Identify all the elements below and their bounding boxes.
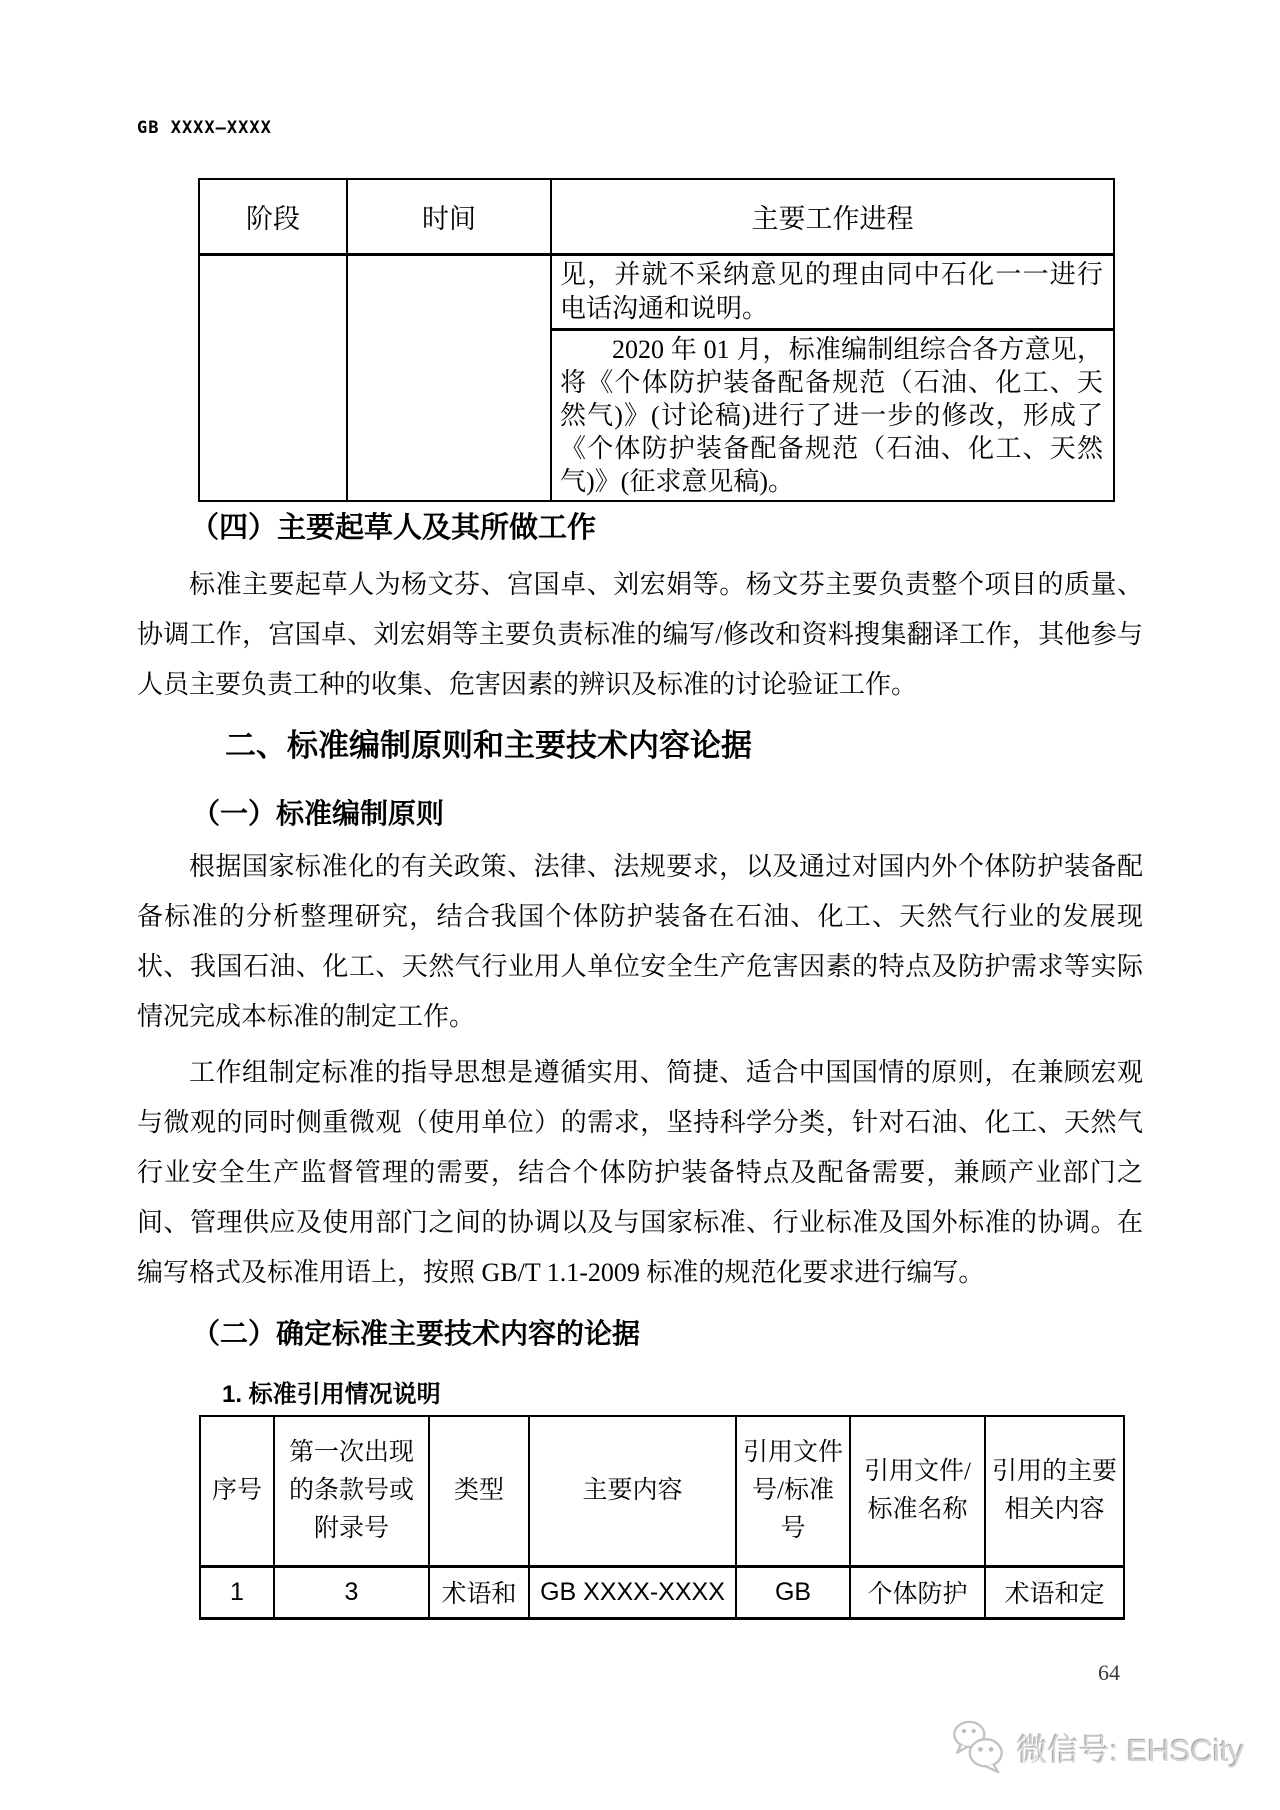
- watermark: [949, 1718, 1244, 1776]
- doc-code-header: GB XXXX—XXXX: [137, 118, 272, 138]
- header-cell-docno: 引用文件号/标准号: [736, 1416, 850, 1566]
- cell-content: GB XXXX-XXXX: [529, 1566, 736, 1618]
- cell-type: 术语和: [429, 1566, 529, 1618]
- paragraph-principles-1: 根据国家标准化的有关政策、法律、法规要求，以及通过对国内外个体防护装备配备标准的分析整理研究，结合我国个体防护装备在石油、化工、天然气行业的发展现状、我国石油、化工、天然气行业用人单位安全生产危害因素的特点及防护需求等实际情况完成本标准的制定工作。: [137, 852, 1143, 1031]
- cell-docname: 个体防护: [850, 1566, 985, 1618]
- table-row: [199, 254, 1114, 329]
- wechat-icon: [949, 1718, 1007, 1776]
- page-number: 64: [1098, 1660, 1120, 1685]
- heading-part-two: 二、标准编制原则和主要技术内容论据: [225, 728, 752, 763]
- watermark-text: 微信号: EHSCity: [1016, 1732, 1244, 1768]
- header-cell-type: 类型: [429, 1416, 529, 1566]
- heading-citation-note: 1. 标准引用情况说明: [222, 1381, 441, 1408]
- paragraph-drafters: 标准主要起草人为杨文芬、宫国卓、刘宏娟等。杨文芬主要负责整个项目的质量、协调工作，宫国卓、刘宏娟等主要负责标准的编写/修改和资料搜集翻译工作，其他参与人员主要负责工种的收集、危害因素的辨识及标准的讨论验证工作。: [137, 570, 1143, 699]
- header-cell-stage: 阶段: [199, 179, 347, 254]
- header-cell-seq: 序号: [200, 1416, 274, 1566]
- header-cell-docname: 引用文件/标准名称: [850, 1416, 985, 1566]
- header-cell-clause: 第一次出现的条款号或附录号: [274, 1416, 429, 1566]
- header-cell-progress: 主要工作进程: [551, 179, 1114, 254]
- time-cell: [347, 254, 551, 501]
- heading-section-two: （二）确定标准主要技术内容的论据: [192, 1318, 641, 1349]
- standard-citation-table: [199, 1415, 1125, 1620]
- header-cell-related: 引用的主要相关内容: [985, 1416, 1124, 1566]
- stage-cell: [199, 254, 347, 501]
- table-row: [200, 1566, 1124, 1618]
- heading-section-one: （一）标准编制原则: [192, 798, 445, 829]
- header-cell-time: 时间: [347, 179, 551, 254]
- cell-clause: 3: [274, 1566, 429, 1618]
- progress-cell-1: 见，并就不采纳意见的理由同中石化一一进行电话沟通和说明。: [551, 254, 1114, 329]
- paragraph-principles-2: 工作组制定标准的指导思想是遵循实用、简捷、适合中国国情的原则，在兼顾宏观与微观的同时侧重微观（使用单位）的需求，坚持科学分类，针对石油、化工、天然气行业安全生产监督管理的需要，结合个体防护装备特点及配备需要，兼顾产业部门之间、管理供应及使用部门之间的协调以及与国家标准、行业标准及国外标准的协调。在编写格式及标准用语上，按照 GB/T 1.1-2009 标准的规范化要求进行编写。: [137, 1058, 1143, 1287]
- header-cell-content: 主要内容: [529, 1416, 736, 1566]
- cell-docno: GB: [736, 1566, 850, 1618]
- cell-seq: 1: [200, 1566, 274, 1618]
- progress-cell-2: 2020 年 01 月，标准编制组综合各方意见，将《个体防护装备配备规范（石油、化工、天然气)》(讨论稿)进行了进一步的修改，形成了《个体防护装备配备规范（石油、化工、天然气)》(征求意见稿)。: [551, 329, 1114, 501]
- cell-related: 术语和定: [985, 1566, 1124, 1618]
- heading-section-four: （四）主要起草人及其所做工作: [190, 512, 597, 544]
- table-header-row: [200, 1416, 1124, 1566]
- work-progress-table: [198, 178, 1115, 502]
- table-header-row: [199, 179, 1114, 254]
